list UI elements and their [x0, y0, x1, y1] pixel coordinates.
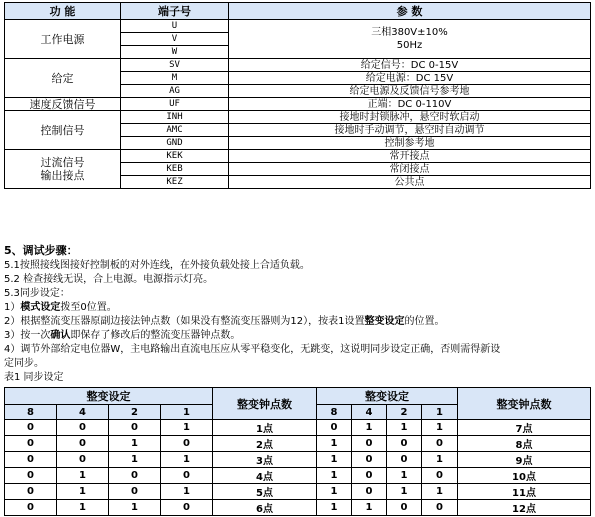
param-cell: 常闭接点 — [229, 163, 591, 176]
step-line: 5.1按照接线图接好控制板的对外连线，在外接负载处接上合适负载。 — [4, 260, 310, 271]
bit-cell: 1 — [317, 484, 352, 500]
bit-cell: 0 — [5, 500, 57, 516]
bold-term: 整变设定 — [364, 316, 405, 327]
bit-cell: 0 — [57, 420, 109, 436]
param-cell: 控制参考地 — [229, 137, 591, 150]
bit-cell: 0 — [57, 436, 109, 452]
hours-cell: 8点 — [458, 436, 591, 452]
table-row — [5, 500, 591, 516]
bit-cell: 0 — [109, 484, 161, 500]
bit-cell: 1 — [317, 436, 352, 452]
terminal-cell: SV — [121, 59, 229, 72]
text: 即保存了修改后的整流变压器钟点数。 — [70, 330, 241, 341]
sub-step-4-cont: 定同步。 — [4, 358, 44, 369]
bit-cell: 0 — [5, 452, 57, 468]
bit-cell: 0 — [422, 468, 458, 484]
sync-header-row — [5, 388, 591, 405]
bit-header: 2 — [387, 405, 422, 420]
terminal-cell: W — [121, 46, 229, 59]
header-terminal: 端子号 — [121, 3, 229, 20]
table-row — [5, 420, 591, 436]
terminal-cell: KEB — [121, 163, 229, 176]
sub-step-2 — [4, 315, 444, 329]
bit-cell: 0 — [352, 484, 387, 500]
hours-cell: 11点 — [458, 484, 591, 500]
sub-step-3 — [4, 329, 240, 343]
bit-cell: 1 — [387, 420, 422, 436]
param-cell: 给定电源：DC 15V — [229, 72, 591, 85]
bit-cell: 1 — [57, 500, 109, 516]
terminal-cell: AMC — [121, 124, 229, 137]
bit-cell: 1 — [57, 468, 109, 484]
bit-cell: 1 — [387, 484, 422, 500]
bit-cell: 0 — [387, 436, 422, 452]
sync-body — [5, 420, 591, 516]
terminal-cell: M — [121, 72, 229, 85]
terminal-cell: V — [121, 33, 229, 46]
bit-header: 4 — [352, 405, 387, 420]
sync-table — [4, 387, 591, 516]
bit-cell: 0 — [5, 420, 57, 436]
bit-cell: 0 — [422, 500, 458, 516]
bit-cell: 0 — [5, 468, 57, 484]
hours-cell: 3点 — [213, 452, 317, 468]
bit-header: 8 — [5, 405, 57, 420]
terminal-cell: UF — [121, 98, 229, 111]
terminal-cell: INH — [121, 111, 229, 124]
header-function: 功 能 — [5, 3, 121, 20]
terminal-cell: U — [121, 20, 229, 33]
step-line: 5.2 检查接线无误，合上电源。电源指示灯亮。 — [4, 274, 214, 285]
param-cell: 接地时封锁脉冲，悬空时软启动 — [229, 111, 591, 124]
function-line: 输出接点 — [40, 169, 85, 182]
bit-header: 2 — [109, 405, 161, 420]
function-cell: 工作电源 — [5, 20, 121, 59]
section-title: 5、调试步骤： — [4, 244, 78, 257]
bit-cell: 0 — [5, 436, 57, 452]
table-row — [5, 59, 591, 72]
bit-cell: 1 — [109, 500, 161, 516]
table-row — [5, 111, 591, 124]
bit-header: 1 — [422, 405, 458, 420]
bit-cell: 1 — [57, 484, 109, 500]
bit-cell: 1 — [422, 452, 458, 468]
text: 1） — [4, 302, 21, 313]
hours-cell: 12点 — [458, 500, 591, 516]
bit-cell: 0 — [5, 484, 57, 500]
text: 3）按一次 — [4, 330, 51, 341]
param-cell: 正端：DC 0-110V — [229, 98, 591, 111]
group-header-left: 整变设定 — [5, 388, 213, 405]
table-caption: 表1 同步设定 — [4, 372, 64, 383]
table-row — [5, 20, 591, 33]
table-row — [5, 468, 591, 484]
bit-cell: 0 — [109, 468, 161, 484]
bit-cell: 0 — [161, 500, 213, 516]
bit-cell: 0 — [352, 436, 387, 452]
bit-cell: 0 — [109, 420, 161, 436]
text: 拨至0位置。 — [60, 302, 117, 313]
param-cell: 给定信号：DC 0-15V — [229, 59, 591, 72]
bit-cell: 0 — [387, 452, 422, 468]
param-cell-merged — [229, 20, 591, 59]
hours-cell: 6点 — [213, 500, 317, 516]
bit-cell: 1 — [352, 500, 387, 516]
table-row — [5, 98, 591, 111]
hours-cell: 7点 — [458, 420, 591, 436]
terminal-cell: KEK — [121, 150, 229, 163]
table-row — [5, 484, 591, 500]
bit-cell: 1 — [161, 420, 213, 436]
bit-cell: 1 — [317, 468, 352, 484]
bit-cell: 0 — [57, 452, 109, 468]
sub-step-4: 4）调节外部给定电位器W，主电路输出直流电压应从零平稳变化，无跳变，这说明同步设定正确，否则需得新设 — [4, 344, 501, 355]
bit-header: 4 — [57, 405, 109, 420]
bit-cell: 1 — [352, 420, 387, 436]
bold-term: 确认 — [50, 330, 71, 341]
terminal-cell: GND — [121, 137, 229, 150]
terminal-cell: AG — [121, 85, 229, 98]
step-line: 5.3同步设定： — [4, 288, 70, 299]
bit-cell: 1 — [317, 500, 352, 516]
bit-cell: 0 — [387, 500, 422, 516]
header-param: 参 数 — [229, 3, 591, 20]
param-cell: 公共点 — [229, 176, 591, 189]
bit-cell: 0 — [317, 420, 352, 436]
bit-cell: 0 — [352, 452, 387, 468]
function-line: 过流信号 — [40, 156, 85, 169]
bold-term: 模式设定 — [20, 302, 61, 313]
bit-cell: 0 — [352, 468, 387, 484]
hours-cell: 9点 — [458, 452, 591, 468]
terminal-table — [4, 2, 591, 189]
param-line: 三相380V±10% — [371, 27, 448, 38]
hours-cell: 4点 — [213, 468, 317, 484]
bit-header: 8 — [317, 405, 352, 420]
bit-cell: 1 — [422, 484, 458, 500]
bit-cell: 0 — [161, 468, 213, 484]
hours-cell: 1点 — [213, 420, 317, 436]
bit-cell: 1 — [317, 452, 352, 468]
terminal-table-header — [5, 3, 591, 20]
text: 2）根据整流变压器原副边接法钟点数（如果没有整流变压器则为12），按表1设置 — [4, 316, 365, 327]
bit-cell: 1 — [422, 420, 458, 436]
param-cell: 常开接点 — [229, 150, 591, 163]
hours-header-left: 整变钟点数 — [213, 388, 317, 420]
sub-step-1 — [4, 301, 117, 315]
bit-cell: 1 — [109, 436, 161, 452]
param-cell: 给定电源及反馈信号参考地 — [229, 85, 591, 98]
hours-header-right: 整变钟点数 — [458, 388, 591, 420]
table-row — [5, 150, 591, 163]
param-cell: 接地时手动调节，悬空时自动调节 — [229, 124, 591, 137]
group-header-right: 整变设定 — [317, 388, 458, 405]
function-cell: 给定 — [5, 59, 121, 98]
bit-cell: 1 — [161, 484, 213, 500]
bit-header: 1 — [161, 405, 213, 420]
hours-cell: 5点 — [213, 484, 317, 500]
bit-cell: 1 — [109, 452, 161, 468]
function-cell: 控制信号 — [5, 111, 121, 150]
bit-cell: 0 — [161, 436, 213, 452]
hours-cell: 2点 — [213, 436, 317, 452]
bit-cell: 1 — [161, 452, 213, 468]
text: 的位置。 — [404, 316, 445, 327]
bit-cell: 0 — [422, 436, 458, 452]
table-row — [5, 452, 591, 468]
function-cell: 速度反馈信号 — [5, 98, 121, 111]
function-cell — [5, 150, 121, 189]
terminal-cell: KEZ — [121, 176, 229, 189]
hours-cell: 10点 — [458, 468, 591, 484]
table-row — [5, 436, 591, 452]
param-line: 50Hz — [396, 40, 423, 51]
bit-cell: 1 — [387, 468, 422, 484]
